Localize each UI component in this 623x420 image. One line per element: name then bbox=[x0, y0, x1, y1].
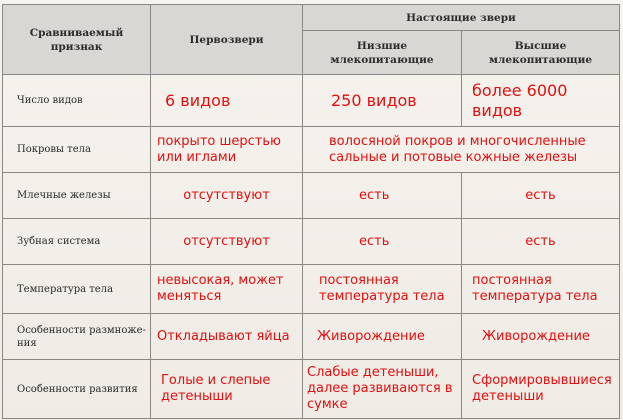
cell-lower-mammals: есть bbox=[303, 173, 462, 219]
cell-lower-mammals: есть bbox=[303, 219, 462, 265]
table-row bbox=[3, 173, 620, 219]
row-feature: Число видов bbox=[3, 75, 151, 127]
table-row bbox=[3, 75, 620, 127]
cell-first-beasts: покрыто шерстью или иглами bbox=[151, 127, 303, 173]
row-feature: Особенности развития bbox=[3, 360, 151, 419]
table-row bbox=[3, 219, 620, 265]
mammals-comparison-table bbox=[2, 4, 620, 419]
cell-first-beasts: отсутствуют bbox=[151, 173, 303, 219]
header-first-beasts: Первозвери bbox=[151, 5, 303, 75]
header-compared-feature: Сравниваемый признак bbox=[3, 5, 151, 75]
cell-higher-mammals: есть bbox=[462, 219, 620, 265]
header-higher-mammals: Высшие млекопитающие bbox=[462, 31, 620, 75]
cell-higher-mammals: есть bbox=[462, 173, 620, 219]
cell-first-beasts: Голые и слепые детеныши bbox=[151, 360, 303, 419]
cell-lower-mammals: Слабые детеныши, далее развиваются в сумке bbox=[303, 360, 462, 419]
cell-higher-mammals: Сформировывшиеся детеныши bbox=[462, 360, 620, 419]
row-feature: Млечные железы bbox=[3, 173, 151, 219]
cell-first-beasts: Откладывают яйца bbox=[151, 314, 303, 360]
cell-true-beasts-merged: волосяной покров и многочисленные сальные и потовые кожные железы bbox=[303, 127, 620, 173]
row-feature: Зубная система bbox=[3, 219, 151, 265]
row-feature: Особенности размножения bbox=[3, 314, 151, 360]
cell-first-beasts: 6 видов bbox=[151, 75, 303, 127]
table-row bbox=[3, 314, 620, 360]
cell-higher-mammals: более 6000 видов bbox=[462, 75, 620, 127]
table-row bbox=[3, 360, 620, 419]
row-feature: Температура тела bbox=[3, 265, 151, 314]
cell-first-beasts: невысокая, может меняться bbox=[151, 265, 303, 314]
row-feature: Покровы тела bbox=[3, 127, 151, 173]
cell-higher-mammals: Живорождение bbox=[462, 314, 620, 360]
table-row bbox=[3, 265, 620, 314]
cell-lower-mammals: 250 видов bbox=[303, 75, 462, 127]
cell-first-beasts: отсутствуют bbox=[151, 219, 303, 265]
cell-lower-mammals: постоянная температура тела bbox=[303, 265, 462, 314]
header-lower-mammals: Низшие млекопитающие bbox=[303, 31, 462, 75]
cell-higher-mammals: постоянная температура тела bbox=[462, 265, 620, 314]
header-true-beasts: Настоящие звери bbox=[303, 5, 620, 31]
table-row bbox=[3, 127, 620, 173]
cell-lower-mammals: Живорождение bbox=[303, 314, 462, 360]
